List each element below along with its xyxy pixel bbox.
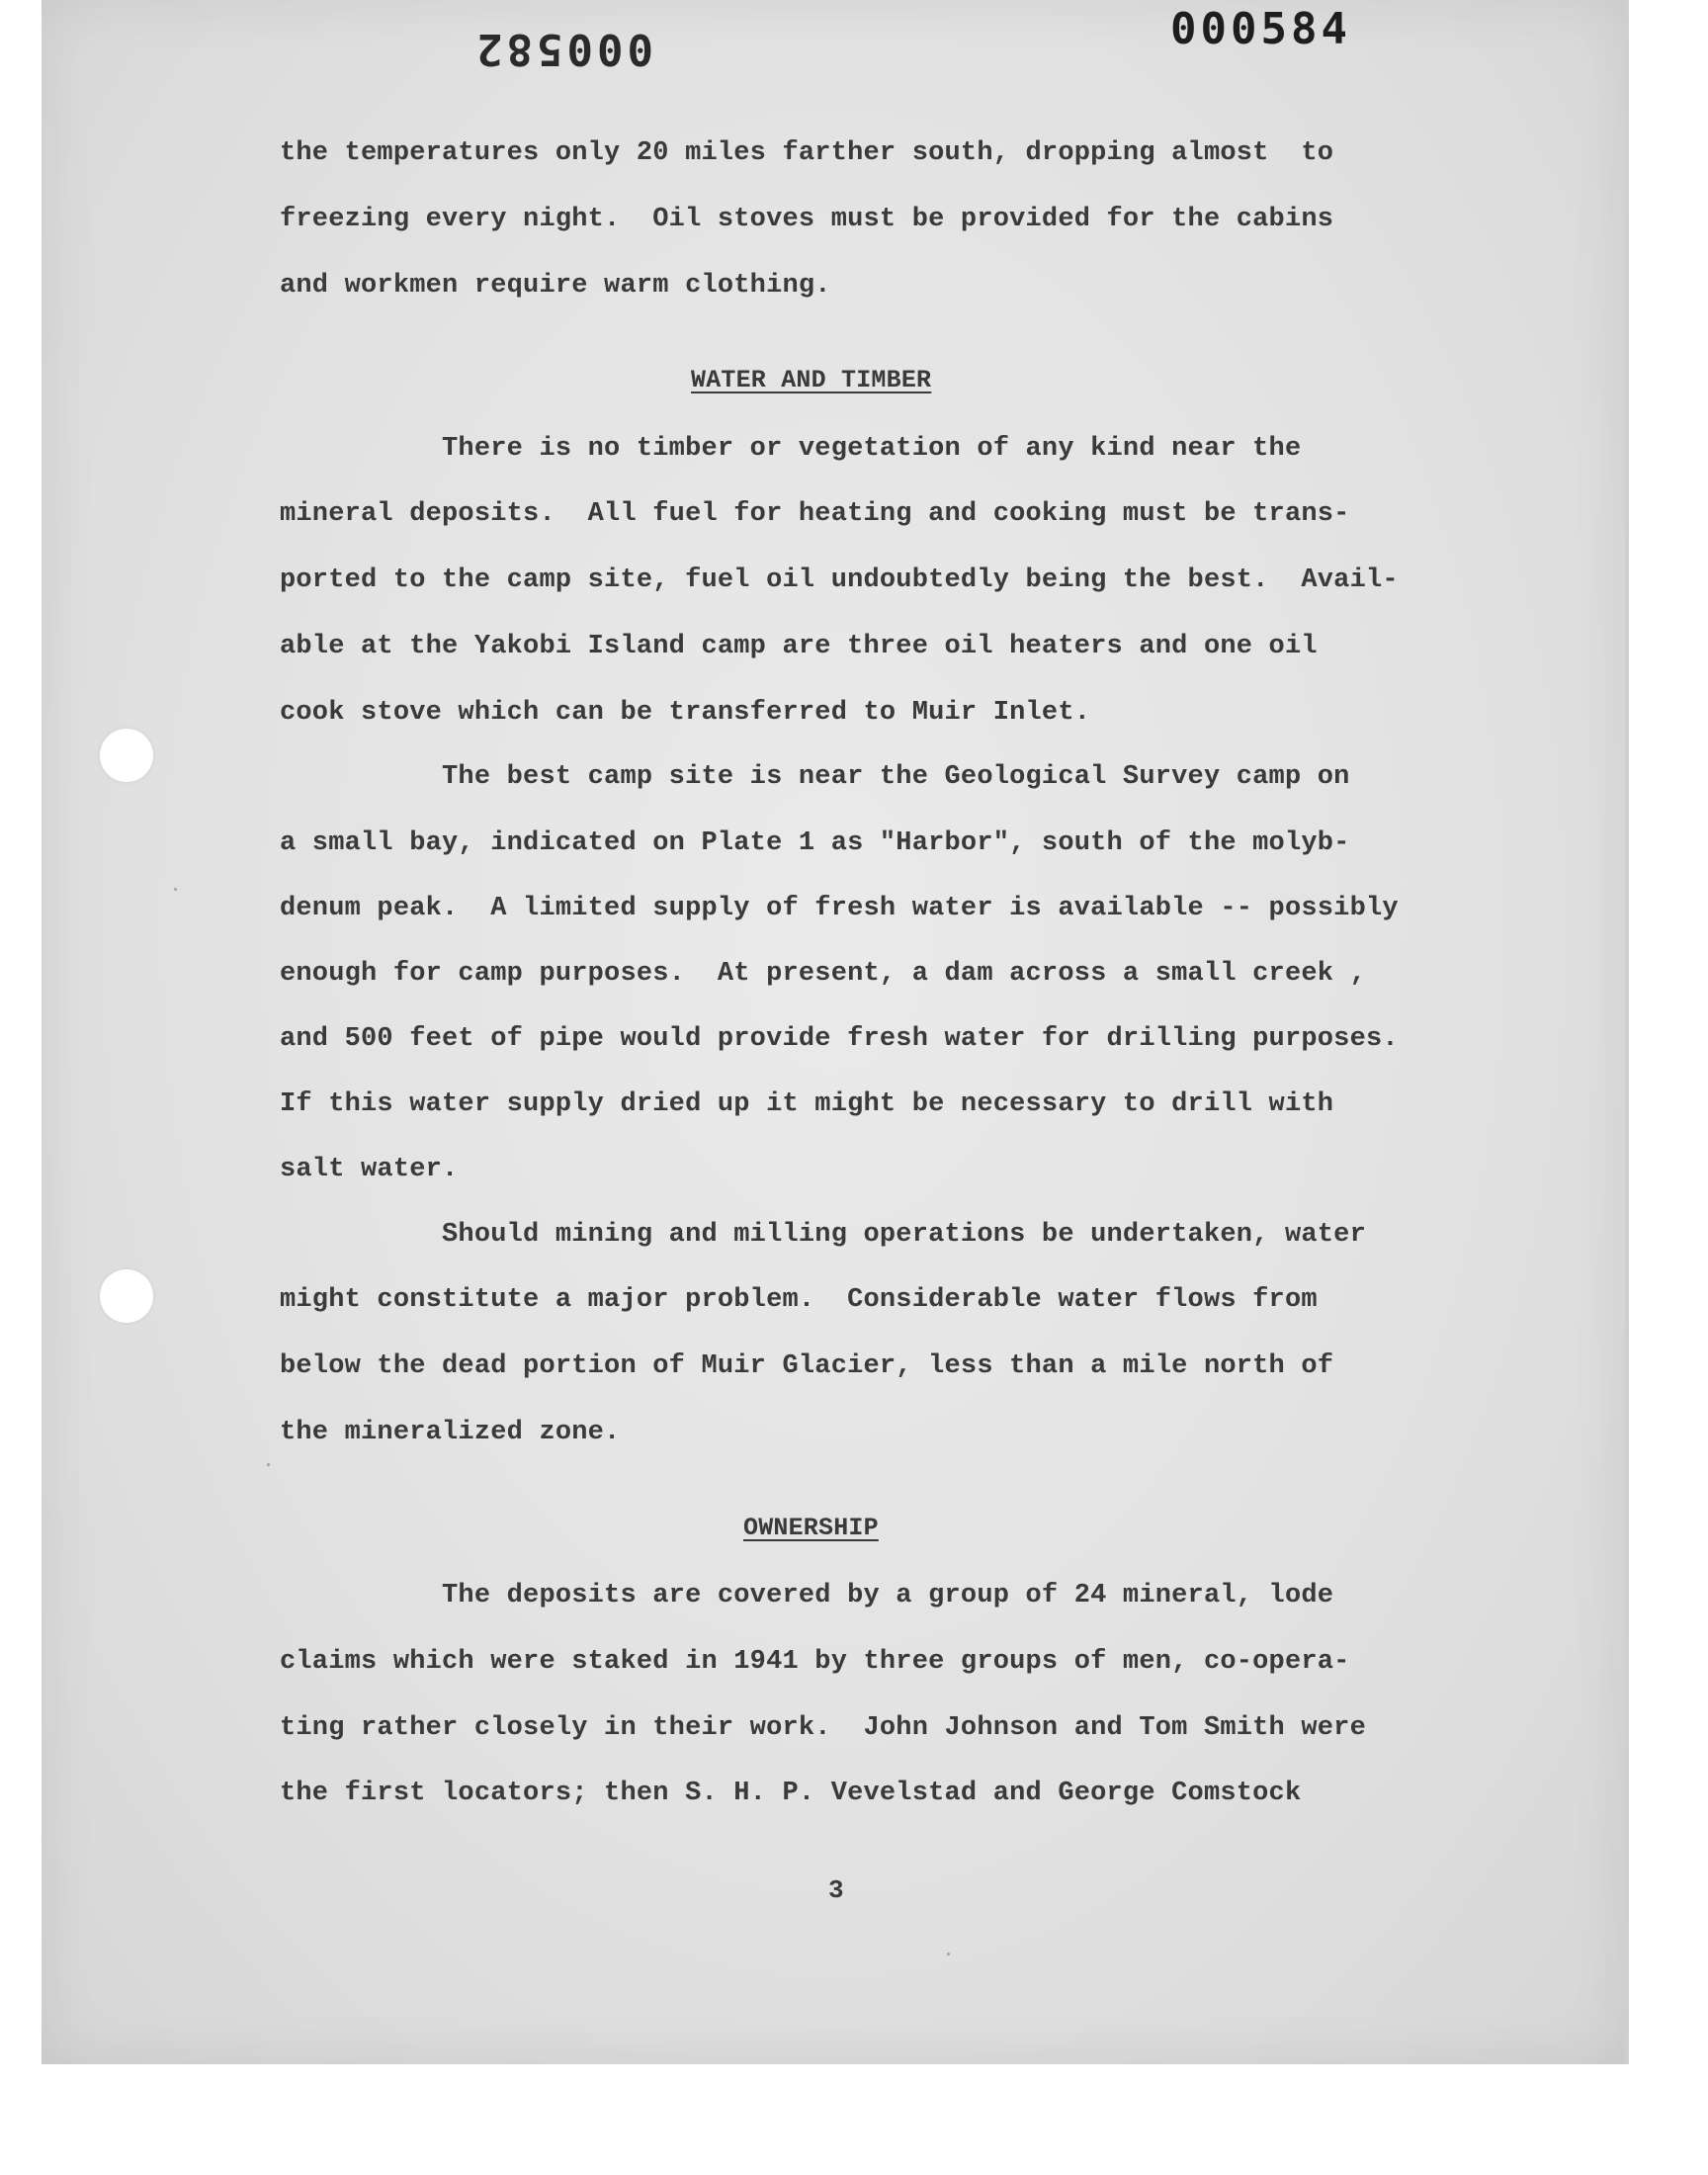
body-line: There is no timber or vegetation of any kind near the <box>280 434 1302 464</box>
body-line: and workmen require warm clothing. <box>280 271 831 301</box>
body-line: a small bay, indicated on Plate 1 as "Harbor", south of the molyb- <box>280 828 1350 858</box>
punch-hole <box>100 1269 153 1323</box>
body-line: and 500 feet of pipe would provide fresh water for drilling purposes. <box>280 1024 1399 1054</box>
body-line: If this water supply dried up it might be necessary to drill with <box>280 1089 1334 1119</box>
page-number: 3 <box>828 1875 844 1905</box>
body-line: below the dead portion of Muir Glacier, less than a mile north of <box>280 1351 1334 1381</box>
body-line: enough for camp purposes. At present, a dam across a small creek , <box>280 959 1366 989</box>
body-line: the first locators; then S. H. P. Vevelstad and George Comstock <box>280 1779 1302 1808</box>
body-line: ting rather closely in their work. John Johnson and Tom Smith were <box>280 1713 1366 1743</box>
body-line: claims which were staked in 1941 by three groups of men, co-opera- <box>280 1647 1350 1677</box>
scan-edge <box>1625 0 1629 2064</box>
scan-speck <box>267 1463 270 1466</box>
scan-speck <box>947 1953 950 1956</box>
body-line: the temperatures only 20 miles farther south, dropping almost to <box>280 138 1334 168</box>
body-line: Should mining and milling operations be undertaken, water <box>280 1220 1366 1250</box>
scan-speck <box>174 888 177 891</box>
body-line: able at the Yakobi Island camp are three oil heaters and one oil <box>280 632 1318 661</box>
body-line: cook stove which can be transferred to Muir Inlet. <box>280 698 1091 728</box>
section-heading-ownership: OWNERSHIP <box>743 1514 879 1542</box>
body-line: salt water. <box>280 1155 459 1184</box>
body-line: The deposits are covered by a group of 24 mineral, lode <box>280 1581 1334 1610</box>
body-line: mineral deposits. All fuel for heating and cooking must be trans- <box>280 499 1350 529</box>
body-line: ported to the camp site, fuel oil undoubtedly being the best. Avail- <box>280 566 1399 595</box>
body-line: freezing every night. Oil stoves must be provided for the cabins <box>280 205 1334 234</box>
body-line: denum peak. A limited supply of fresh water is available -- possibly <box>280 894 1399 923</box>
document-stamp-number-inverted: 000582 <box>472 24 653 74</box>
body-line: The best camp site is near the Geological Survey camp on <box>280 762 1350 792</box>
section-heading-water-and-timber: WATER AND TIMBER <box>691 366 932 394</box>
punch-hole <box>100 729 153 782</box>
document-stamp-number: 000584 <box>1170 4 1351 54</box>
body-line: the mineralized zone. <box>280 1418 621 1447</box>
body-line: might constitute a major problem. Considerable water flows from <box>280 1285 1318 1315</box>
